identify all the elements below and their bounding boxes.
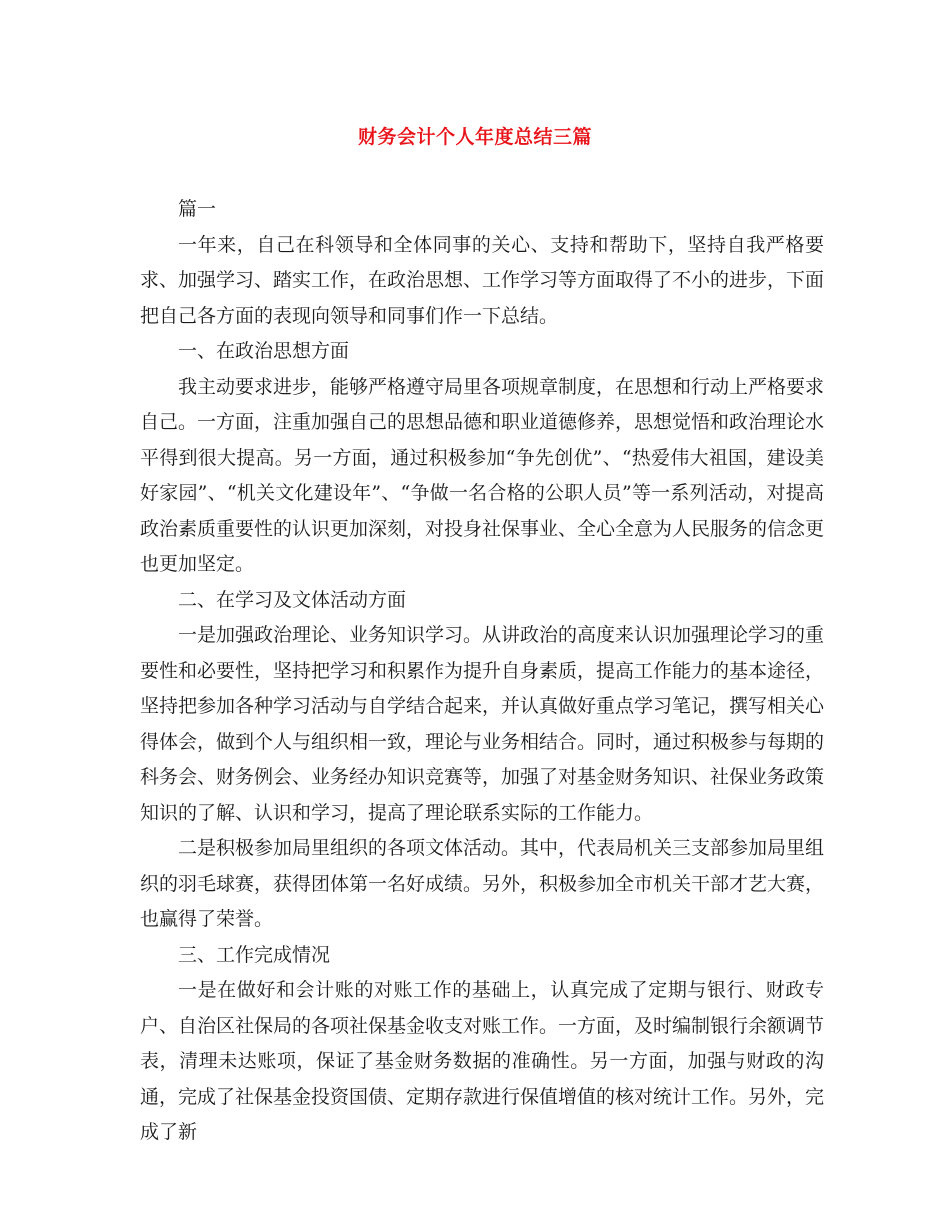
document-title: 财务会计个人年度总结三篇 <box>357 126 592 148</box>
activities-paragraph: 二是积极参加局里组织的各项文体活动。其中，代表局机关三支部参加局里组织的羽毛球赛，获得团体第一名好成绩。另外，积极参加全市机关干部才艺大赛，也赢得了荣誉。 <box>140 837 825 930</box>
section-label-part-one: 篇一 <box>178 198 217 220</box>
heading-work-completion: 三、工作完成情况 <box>178 943 331 966</box>
intro-paragraph: 一年来，自己在科领导和全体同事的关心、支持和帮助下，坚持自我严格要求、加强学习、踏实工作，在政治思想、工作学习等方面取得了不小的进步，下面把自己各方面的表现向领导和同事们作一下总结。 <box>140 233 825 327</box>
work-completion-paragraph: 一是在做好和会计账的对账工作的基础上，认真完成了定期与银行、财政专户、自治区社保局的各项社保基金收支对账工作。一方面，及时编制银行余额调节表，清理未达账项，保证了基金财务数据的准确性。另一方面，加强与财政的沟通，完成了社保基金投资国债、定期存款进行保值增值的核对统计工作。另外，完成了新 <box>140 979 825 1143</box>
document-body <box>140 192 824 1151</box>
study-paragraph: 一是加强政治理论、业务知识学习。从讲政治的高度来认识加强理论学习的重要性和必要性，坚持把学习和积累作为提升自身素质，提高工作能力的基本途径，坚持把参加各种学习活动与自学结合起来，并认真做好重点学习笔记，撰写相关心得体会，做到个人与组织相一致，理论与业务相结合。同时，通过积极参与每期的科务会、财务例会、业务经办知识竞赛等，加强了对基金财务知识、社保业务政策知识的了解、认识和学习，提高了理论联系实际的工作能力。 <box>140 624 825 824</box>
heading-political-thought: 一、在政治思想方面 <box>178 340 350 362</box>
heading-study-activities: 二、在学习及文体活动方面 <box>178 588 407 611</box>
political-thought-paragraph: 我主动要求进步，能够严格遵守局里各项规章制度，在思想和行动上严格要求自己。一方面，注重加强自己的思想品德和职业道德修养，思想觉悟和政治理论水平得到很大提高。另一方面，通过积极参加“争先创优”、“热爱伟大祖国，建设美好家园”、“机关文化建设年”、“争做一名合格的公职人员”等一系列活动，对提高政治素质重要性的认识更加深刻，对投身社保事业、全心全意为人民服务的信念更也更加坚定。 <box>140 375 825 575</box>
